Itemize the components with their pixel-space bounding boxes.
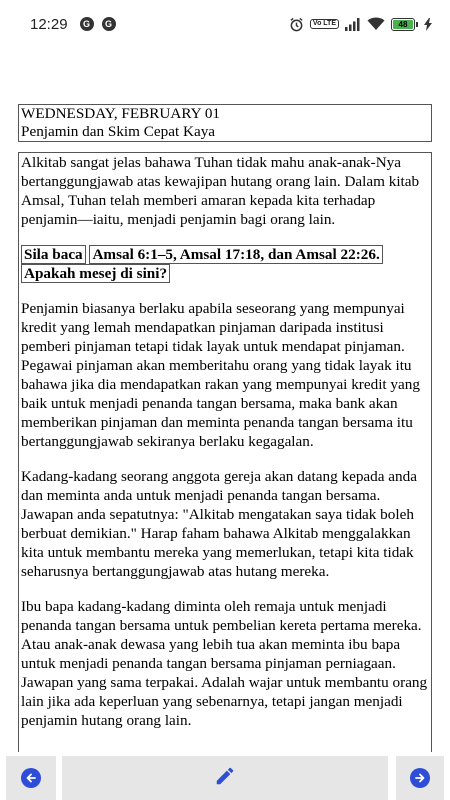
status-right <box>289 17 432 32</box>
bottom-navigation <box>0 752 450 800</box>
arrow-right-icon <box>410 768 430 788</box>
charging-icon <box>424 18 432 31</box>
read-prefix: Sila baca <box>21 245 86 264</box>
read-references[interactable]: Amsal 6:1–5, Amsal 17:18, dan Amsal 22:26. <box>89 245 382 264</box>
notification-app-icon-2: G <box>102 17 116 31</box>
devotional-date: WEDNESDAY, FEBRUARY 01 <box>21 105 221 122</box>
status-left <box>30 16 116 33</box>
wifi-icon <box>367 17 385 31</box>
arrow-left-icon <box>21 768 41 788</box>
devotional-title: Penjamin dan Skim Cepat Kaya <box>21 123 216 140</box>
read-question: Apakah mesej di sini? <box>21 264 170 283</box>
body-paragraph: Kadang-kadang seorang anggota gereja akan datang kepada anda dan meminta anda untuk menjadi penanda tangan bersama. Jawapan anda sepatutnya: "Alkitab mengatakan saya tidak boleh berbuat demikian." Harap faham bahawa Alkitab menggalakkan kita untuk membantu mereka yang memerlukan, tetapi kita tidak seharusnya bertanggungjawab atas hutang mereka. <box>21 468 417 580</box>
signal-icon <box>345 18 361 31</box>
body-paragraph: Ibu bapa kadang-kadang diminta oleh remaja untuk menjadi penanda tangan bersama untuk pembelian kereta pertama mereka. Atau anak-anak dewasa yang lebih tua akan meminta ibu bapa untuk menjadi penanda tangan bersama pinjaman perniagaan. Jawapan yang sama terpakai. Adalah wajar untuk membantu orang lain jika ada keperluan yang sebenarnya, tetapi jangan menjadi penjamin hutang orang lain. <box>21 598 428 729</box>
read-assignment <box>21 245 429 283</box>
status-time: 12:29 <box>30 15 68 33</box>
intro-paragraph: Alkitab sangat jelas bahawa Tuhan tidak mahu anak-anak-Nya bertanggungjawab atas kewajipan hutang orang lain. Dalam kitab Amsal, Tuhan telah memberi amaran kepada kita terhadap penjamin—iaitu, menjadi penjamin bagi orang lain. <box>21 154 420 228</box>
battery-level: 48 <box>393 20 413 29</box>
devotional-header <box>18 104 432 142</box>
status-bar <box>0 0 450 48</box>
next-day-button[interactable] <box>396 756 444 800</box>
notification-app-icon: G <box>80 17 94 31</box>
battery-icon <box>391 18 418 31</box>
pencil-icon <box>214 765 236 792</box>
previous-day-button[interactable] <box>6 756 56 800</box>
alarm-icon <box>289 17 304 32</box>
devotional-content <box>18 104 432 794</box>
devotional-body <box>18 152 432 794</box>
edit-notes-button[interactable] <box>62 756 388 800</box>
volte-icon: Vo LTE <box>310 19 339 29</box>
body-paragraph: Penjamin biasanya berlaku apabila seseorang yang mempunyai kredit yang lemah mendapatkan pinjaman daripada institusi pemberi pinjaman tetapi tidak layak untuk mendapat pinjaman. Pegawai pinjaman akan memberitahu orang yang tidak layak itu bahawa jika dia mendapatkan rakan yang mempunyai kredit yang baik untuk menjadi penanda tangan bersama, maka bank akan memberikan pinjaman dan meminta penanda tangan bersama itu bertanggungjawab sekiranya berlaku kegagalan. <box>21 300 420 450</box>
